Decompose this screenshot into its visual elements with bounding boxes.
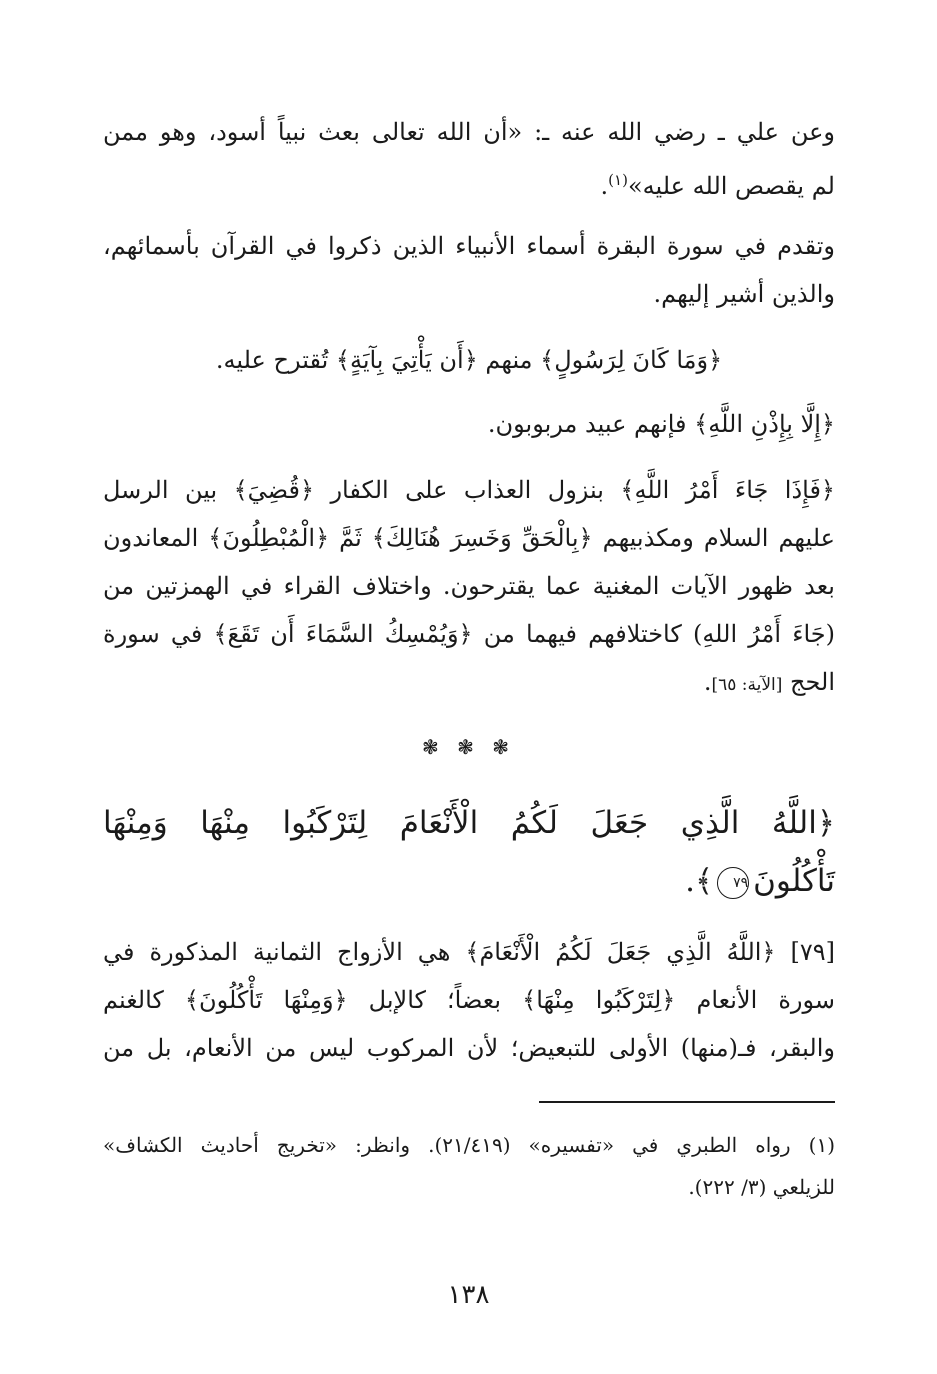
text-line: والبقر، فـ(منها) الأولى للتبعيض؛ لأن المركوب ليس من الأنعام، بل من bbox=[103, 1034, 835, 1062]
text-line: والذين أشير إليهم. bbox=[653, 280, 835, 308]
text-line: وتقدم في سورة البقرة أسماء الأنبياء الذين ذكروا في القرآن بأسمائهم، bbox=[103, 232, 835, 260]
text-line: بعد ظهور الآيات المغنية عما يقترحون. واختلاف القراء في الهمزتين من bbox=[103, 572, 835, 600]
paragraph-amr-allah-commentary bbox=[103, 466, 835, 706]
section-separator: ❃ ❃ ❃ bbox=[422, 735, 515, 759]
footnote-line: للزيلعي (٣/ ٢٢٢). bbox=[688, 1175, 835, 1199]
page-number: ١٣٨ bbox=[447, 1280, 490, 1310]
quran-verse-79 bbox=[103, 794, 835, 910]
verse-reference: [الآية: ٦٥] bbox=[711, 675, 783, 695]
text-line: [٧٩] ﴿اللَّهُ الَّذِي جَعَلَ لَكُمُ الْأَنْعَامَ﴾ هي الأزواج الثمانية المذكورة في bbox=[103, 938, 835, 966]
footnote-1 bbox=[103, 1124, 835, 1208]
paragraph-prophets-names bbox=[103, 222, 835, 318]
text-line: (جَاءَ أَمْرُ اللهِ) كاختلافهم فيهما من ﴿وَيُمْسِكُ السَّمَاءَ أَن تَقَعَ﴾ في سورة bbox=[103, 620, 835, 648]
text-line: ﴿إِلَّا بِإِذْنِ اللَّهِ﴾ فإنهم عبيد مربوبون. bbox=[487, 410, 835, 438]
text-line: الحج [الآية: ٦٥]. bbox=[703, 668, 835, 696]
paragraph-rasul-commentary bbox=[103, 336, 835, 384]
text-line: لم يقصص الله عليه»$^{(١)}$. bbox=[600, 171, 835, 200]
footnote-divider bbox=[539, 1101, 835, 1103]
paragraph-bi-idhn-commentary bbox=[103, 400, 835, 448]
text-line: وعن علي ـ رضي الله عنه ـ: «أن الله تعالى بعث نبياً أسود، وهو ممن bbox=[103, 118, 835, 146]
verse-line: ﴿اللَّهُ الَّذِي جَعَلَ لَكُمُ الْأَنْعَامَ لِتَرْكَبُوا مِنْهَا وَمِنْهَا bbox=[103, 805, 835, 841]
text-line: ﴿فَإِذَا جَاءَ أَمْرُ اللَّهِ﴾ بنزول العذاب على الكفار ﴿قُضِيَ﴾ بين الرسل bbox=[103, 476, 835, 504]
footnote-reference: (١) bbox=[608, 171, 628, 189]
paragraph-verse-79-commentary bbox=[103, 928, 835, 1072]
text-line: عليهم السلام ومكذبيهم ﴿بِالْحَقِّ وَخَسِرَ هُنَالِكَ﴾ ثَمَّ ﴿الْمُبْطِلُونَ﴾ المعاندون bbox=[103, 524, 835, 552]
text-line: سورة الأنعام ﴿لِتَرْكَبُوا مِنْهَا﴾ بعضاً؛ كالإبل ﴿وَمِنْهَا تَأْكُلُونَ﴾ كالغنم bbox=[103, 986, 835, 1014]
verse-line: تَأْكُلُونَ٧٩﴾. bbox=[685, 863, 835, 899]
paragraph-ali-narration bbox=[103, 108, 835, 204]
verse-number-badge: ٧٩ bbox=[717, 867, 749, 899]
text-line: ﴿وَمَا كَانَ لِرَسُولٍ﴾ منهم ﴿أَن يَأْتِيَ بِآيَةٍ﴾ تُقترح عليه. bbox=[215, 346, 723, 374]
footnote-line: (١) رواه الطبري في «تفسيره» (٢١/٤١٩). وانظر: «تخريج أحاديث الكشاف» bbox=[103, 1133, 835, 1157]
